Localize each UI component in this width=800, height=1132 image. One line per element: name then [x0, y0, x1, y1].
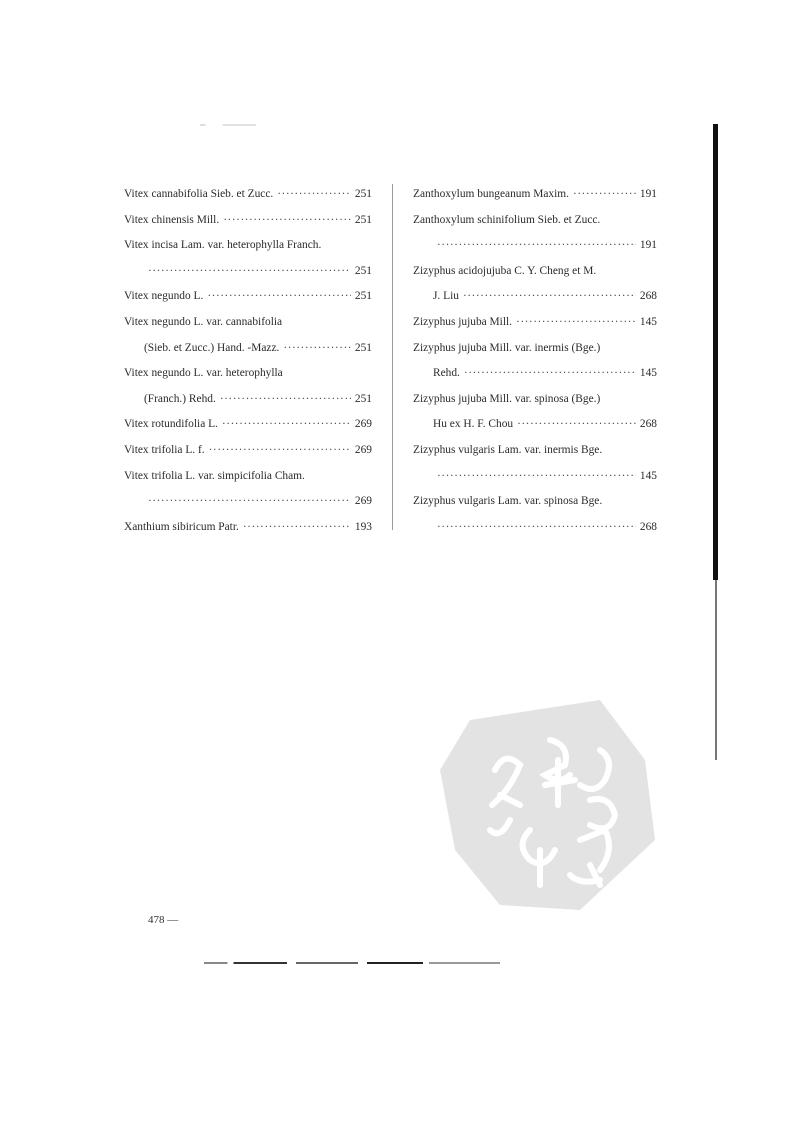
entry-text: Zizyphus jujuba Mill. — [413, 315, 513, 328]
index-entry — [413, 208, 657, 234]
entry-page-number: 145 — [639, 315, 657, 328]
dot-leader — [223, 208, 351, 234]
dot-leader — [222, 412, 351, 438]
entry-text: Xanthium sibiricum Patr. — [124, 520, 239, 533]
index-entry — [413, 182, 657, 208]
dot-leader — [209, 438, 351, 464]
dot-leader — [437, 515, 636, 541]
entry-text: Vitex trifolia L. var. simpicifolia Cham. — [124, 469, 305, 482]
entry-page-number: 251 — [354, 290, 372, 303]
index-entry — [124, 361, 372, 387]
entry-text: Vitex cannabifolia Sieb. et Zucc. — [124, 188, 274, 200]
index-entry — [413, 464, 657, 490]
entry-page-number: 251 — [354, 213, 372, 226]
entry-text: Rehd. — [433, 367, 460, 380]
scan-smudge — [200, 124, 256, 126]
entry-page-number: 251 — [354, 264, 372, 277]
entry-page-number: 251 — [354, 392, 372, 405]
index-entry — [413, 310, 657, 336]
dot-leader — [573, 182, 636, 208]
index-entry — [413, 438, 657, 464]
index-entry — [413, 233, 657, 259]
entry-page-number: 145 — [639, 367, 657, 380]
scan-edge-bar — [713, 124, 718, 580]
column-divider — [392, 184, 393, 530]
index-column-left — [124, 182, 372, 540]
entry-page-number: 268 — [639, 290, 657, 303]
entry-text: Hu ex H. F. Chou — [433, 418, 514, 431]
index-entry — [124, 489, 372, 515]
index-entry — [413, 412, 657, 438]
entry-text: Vitex negundo L. — [124, 290, 204, 303]
index-entry — [413, 515, 657, 541]
index-entry — [124, 233, 372, 259]
index-entry — [124, 412, 372, 438]
seal-stamp-watermark — [440, 700, 670, 930]
dot-leader — [283, 336, 351, 362]
entry-text: Vitex negundo L. var. heterophylla — [124, 367, 283, 380]
page-number: 478 — — [148, 914, 179, 926]
index-entry — [124, 464, 372, 490]
entry-page-number: 269 — [354, 418, 372, 431]
entry-text: Vitex trifolia L. f. — [124, 443, 205, 456]
index-entry — [124, 438, 372, 464]
entry-text: J. Liu — [433, 290, 459, 303]
index-entry — [124, 310, 372, 336]
dot-leader — [437, 233, 636, 259]
index-entry — [124, 387, 372, 413]
entry-text: Zizyphus vulgaris Lam. var. inermis Bge. — [413, 443, 603, 456]
dot-leader — [243, 515, 351, 541]
entry-text: Vitex rotundifolia L. — [124, 418, 218, 431]
index-entry — [413, 336, 657, 362]
index-entry — [124, 182, 372, 208]
entry-page-number: 269 — [354, 443, 372, 456]
index-entry — [413, 361, 657, 387]
entry-text: Zizyphus jujuba Mill. var. spinosa (Bge.) — [413, 392, 601, 405]
entry-page-number: 145 — [639, 469, 657, 482]
index-entry — [124, 259, 372, 285]
index-entry — [413, 387, 657, 413]
dot-leader — [517, 412, 636, 438]
entry-text: Zizyphus acidojujuba C. Y. Cheng et M. — [413, 264, 597, 277]
entry-page-number: 191 — [639, 239, 657, 252]
dot-leader — [220, 387, 351, 413]
dot-leader — [277, 182, 351, 208]
index-entry — [413, 489, 657, 515]
entry-text: (Sieb. et Zucc.) Hand. -Mazz. — [144, 341, 280, 354]
index-entry — [413, 284, 657, 310]
dot-leader — [148, 259, 351, 285]
entry-page-number: 193 — [354, 520, 372, 533]
dot-leader — [437, 464, 636, 490]
index-column-right — [413, 182, 657, 540]
index-entry — [124, 336, 372, 362]
dot-leader — [207, 284, 351, 310]
index-entry — [124, 515, 372, 541]
index-entry — [413, 259, 657, 285]
index-entry — [124, 284, 372, 310]
index-entry — [124, 208, 372, 234]
entry-text: Zanthoxylum bungeanum Maxim. — [413, 188, 569, 200]
entry-page-number: 251 — [354, 341, 372, 354]
dot-leader — [516, 310, 636, 336]
entry-text: (Franch.) Rehd. — [144, 392, 216, 405]
dot-leader — [463, 284, 636, 310]
dot-leader — [464, 361, 636, 387]
entry-text: Zizyphus vulgaris Lam. var. spinosa Bge. — [413, 495, 603, 508]
entry-text: Vitex negundo L. var. cannabifolia — [124, 315, 283, 328]
dot-leader — [148, 489, 351, 515]
entry-text: Zizyphus jujuba Mill. var. inermis (Bge.) — [413, 341, 601, 354]
entry-page-number: 268 — [639, 520, 657, 533]
entry-page-number: 269 — [354, 495, 372, 508]
entry-page-number: 268 — [639, 418, 657, 431]
scan-artifact-line — [204, 962, 500, 964]
entry-text: Zanthoxylum schinifolium Sieb. et Zucc. — [413, 213, 601, 226]
entry-text: Vitex chinensis Mill. — [124, 213, 220, 226]
scan-edge-shadow — [715, 580, 717, 760]
entry-page-number: 251 — [354, 188, 372, 200]
entry-text: Vitex incisa Lam. var. heterophylla Franch. — [124, 239, 322, 252]
entry-page-number: 191 — [639, 188, 657, 200]
